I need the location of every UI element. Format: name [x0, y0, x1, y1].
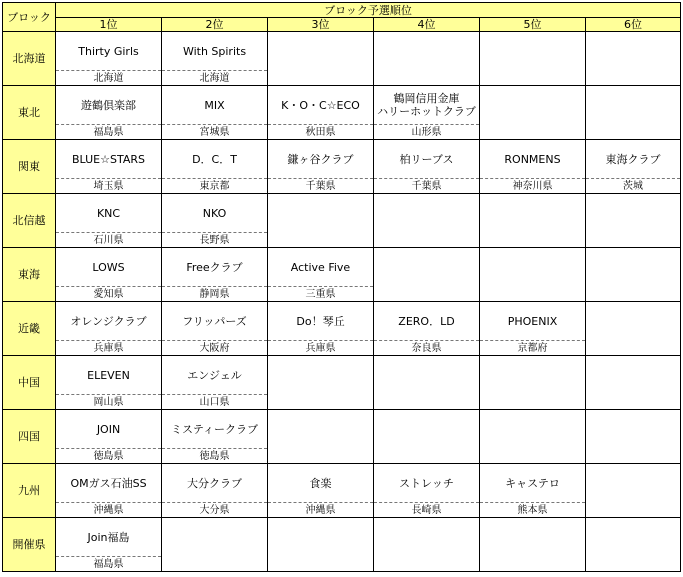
team-name: Freeクラブ — [162, 248, 268, 287]
rank-header-6: 6位 — [586, 18, 681, 32]
team-prefecture: 愛知県 — [56, 287, 162, 302]
team-prefecture: 岡山県 — [56, 395, 162, 410]
team-prefecture: 三重県 — [268, 287, 374, 302]
team-name: Active Five — [268, 248, 374, 287]
team-name: D．C．T — [162, 140, 268, 179]
table-body — [3, 32, 681, 572]
team-name: キャステロ — [480, 464, 586, 503]
team-prefecture: 奈良県 — [374, 341, 480, 356]
block-name: 四国 — [3, 410, 56, 464]
empty-cell — [480, 32, 586, 86]
standings-group-header: ブロック予選順位 — [56, 3, 681, 18]
team-name: NKO — [162, 194, 268, 233]
team-prefecture: 京都府 — [480, 341, 586, 356]
table-row — [3, 194, 681, 233]
team-name: 柏リーブス — [374, 140, 480, 179]
block-name: 近畿 — [3, 302, 56, 356]
team-prefecture: 大分県 — [162, 503, 268, 518]
team-prefecture: 東京都 — [162, 179, 268, 194]
block-name: 北信越 — [3, 194, 56, 248]
team-name: 鎌ヶ谷クラブ — [268, 140, 374, 179]
team-prefecture: 大阪府 — [162, 341, 268, 356]
team-name: 鶴岡信用金庫 ハリーホットクラブ — [374, 86, 480, 125]
empty-cell — [268, 32, 374, 86]
team-prefecture: 山口県 — [162, 395, 268, 410]
empty-cell — [586, 194, 681, 248]
empty-cell — [586, 248, 681, 302]
block-name: 北海道 — [3, 32, 56, 86]
block-name: 九州 — [3, 464, 56, 518]
team-prefecture: 兵庫県 — [268, 341, 374, 356]
empty-cell — [480, 248, 586, 302]
team-prefecture: 沖縄県 — [268, 503, 374, 518]
team-prefecture: 徳島県 — [56, 449, 162, 464]
empty-cell — [374, 410, 480, 464]
team-name: 東海クラブ — [586, 140, 681, 179]
team-name: ZERO．LD — [374, 302, 480, 341]
empty-cell — [586, 356, 681, 410]
team-prefecture: 北海道 — [162, 71, 268, 86]
team-prefecture: 千葉県 — [268, 179, 374, 194]
empty-cell — [268, 410, 374, 464]
empty-cell — [374, 518, 480, 572]
block-name: 東海 — [3, 248, 56, 302]
empty-cell — [480, 194, 586, 248]
block-name: 開催県 — [3, 518, 56, 572]
rank-header-2: 2位 — [162, 18, 268, 32]
team-prefecture: 徳島県 — [162, 449, 268, 464]
empty-cell — [480, 86, 586, 140]
table-row — [3, 302, 681, 341]
team-name: 大分クラブ — [162, 464, 268, 503]
table-row — [3, 248, 681, 287]
table-row — [3, 140, 681, 179]
standings-table — [2, 2, 681, 572]
empty-cell — [586, 518, 681, 572]
empty-cell — [586, 86, 681, 140]
empty-cell — [586, 464, 681, 518]
empty-cell — [374, 248, 480, 302]
block-name: 中国 — [3, 356, 56, 410]
block-column-header: ブロック — [3, 3, 56, 32]
team-name: KNC — [56, 194, 162, 233]
empty-cell — [480, 410, 586, 464]
team-name: K・O・C☆ECO — [268, 86, 374, 125]
team-name: 食楽 — [268, 464, 374, 503]
team-name: 遊鶴倶楽部 — [56, 86, 162, 125]
empty-cell — [586, 32, 681, 86]
team-name: ELEVEN — [56, 356, 162, 395]
team-name: LOWS — [56, 248, 162, 287]
table-row — [3, 410, 681, 449]
team-prefecture: 茨城 — [586, 179, 681, 194]
team-name: RONMENS — [480, 140, 586, 179]
table-header — [3, 3, 681, 32]
empty-cell — [374, 32, 480, 86]
team-prefecture: 長野県 — [162, 233, 268, 248]
rank-header-3: 3位 — [268, 18, 374, 32]
table-row — [3, 503, 681, 518]
table-row — [3, 341, 681, 356]
team-name: Do！琴丘 — [268, 302, 374, 341]
team-name: OMガス石油SS — [56, 464, 162, 503]
table-row — [3, 32, 681, 71]
empty-cell — [268, 194, 374, 248]
empty-cell — [480, 518, 586, 572]
team-prefecture: 宮城県 — [162, 125, 268, 140]
empty-cell — [268, 518, 374, 572]
team-name: ストレッチ — [374, 464, 480, 503]
table-row — [3, 518, 681, 557]
team-prefecture: 神奈川県 — [480, 179, 586, 194]
rank-header-1: 1位 — [56, 18, 162, 32]
team-prefecture: 熊本県 — [480, 503, 586, 518]
team-prefecture: 福島県 — [56, 557, 162, 572]
team-prefecture: 静岡県 — [162, 287, 268, 302]
team-name: ミスティークラブ — [162, 410, 268, 449]
team-prefecture: 千葉県 — [374, 179, 480, 194]
table-row — [3, 356, 681, 395]
team-name: Thirty Girls — [56, 32, 162, 71]
team-prefecture: 北海道 — [56, 71, 162, 86]
team-name: MIX — [162, 86, 268, 125]
team-prefecture: 沖縄県 — [56, 503, 162, 518]
empty-cell — [268, 356, 374, 410]
team-name: JOIN — [56, 410, 162, 449]
team-name: PHOENIX — [480, 302, 586, 341]
table-row — [3, 86, 681, 125]
team-prefecture: 石川県 — [56, 233, 162, 248]
team-prefecture: 山形県 — [374, 125, 480, 140]
team-name: エンジェル — [162, 356, 268, 395]
empty-cell — [374, 356, 480, 410]
empty-cell — [162, 518, 268, 572]
team-name: オレンジクラブ — [56, 302, 162, 341]
table-row — [3, 464, 681, 503]
table-row — [3, 179, 681, 194]
rank-header-4: 4位 — [374, 18, 480, 32]
empty-cell — [586, 302, 681, 356]
rank-header-5: 5位 — [480, 18, 586, 32]
team-name: フリッパーズ — [162, 302, 268, 341]
team-prefecture: 秋田県 — [268, 125, 374, 140]
team-name: BLUE☆STARS — [56, 140, 162, 179]
empty-cell — [586, 410, 681, 464]
team-prefecture: 福島県 — [56, 125, 162, 140]
team-prefecture: 長崎県 — [374, 503, 480, 518]
team-name: With Spirits — [162, 32, 268, 71]
empty-cell — [480, 356, 586, 410]
team-name: Join福島 — [56, 518, 162, 557]
block-name: 東北 — [3, 86, 56, 140]
team-prefecture: 埼玉県 — [56, 179, 162, 194]
empty-cell — [374, 194, 480, 248]
team-prefecture: 兵庫県 — [56, 341, 162, 356]
block-name: 関東 — [3, 140, 56, 194]
